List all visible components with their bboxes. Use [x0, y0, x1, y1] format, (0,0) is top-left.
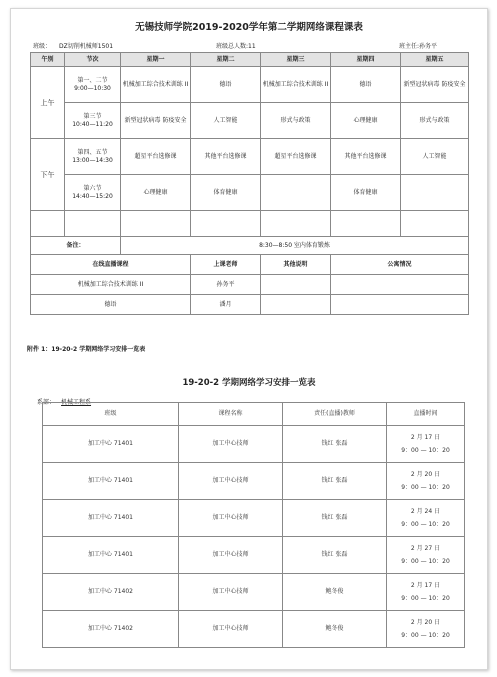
dorm-header: 公寓情况 — [331, 255, 469, 275]
header-cell: 直播时间 — [387, 403, 465, 426]
header-cell: 星期二 — [191, 53, 261, 67]
department-value: 机械工程系 — [61, 399, 92, 406]
afternoon-label: 下午 — [31, 139, 65, 211]
arrangement-header-row — [43, 403, 465, 426]
timetable-row — [31, 175, 469, 211]
course-cell: 体育健康 — [331, 175, 401, 211]
remark-label: 备注： — [31, 237, 121, 255]
teacher-cell: 钱红 张磊 — [283, 463, 387, 500]
head-teacher: 班主任:孙务平 — [399, 43, 438, 50]
live-course-header-row — [31, 255, 469, 275]
course-cell: 机械加工综合技术训练 II — [261, 67, 331, 103]
header-cell: 星期五 — [401, 53, 469, 67]
header-cell: 午别 — [31, 53, 65, 67]
course-cell: 加工中心技师 — [179, 500, 283, 537]
class-count: 班级总人数:11 — [216, 43, 256, 50]
course-cell: 人工智能 — [191, 103, 261, 139]
class-info — [33, 41, 113, 50]
morning-label: 上午 — [31, 67, 65, 139]
live-course-header: 在线直播课程 — [31, 255, 191, 275]
live-course-row — [31, 275, 469, 295]
time-cell: 2 月 17 日 9：00 — 10：20 — [387, 426, 465, 463]
time-cell: 2 月 17 日 9：00 — 10：20 — [387, 574, 465, 611]
arrangement-table — [42, 402, 465, 648]
class-cell: 加工中心 71402 — [43, 611, 179, 648]
course-cell: 其他平台选修课 — [191, 139, 261, 175]
header-cell: 班级 — [43, 403, 179, 426]
table-row — [43, 500, 465, 537]
course-cell — [261, 175, 331, 211]
empty-row — [31, 211, 469, 237]
teacher-header: 上课老师 — [191, 255, 261, 275]
header-cell: 节次 — [65, 53, 121, 67]
course-cell: 体育健康 — [191, 175, 261, 211]
timetable — [30, 52, 469, 315]
course-cell: 加工中心技师 — [179, 426, 283, 463]
timetable-row — [31, 103, 469, 139]
course-cell: 人工智能 — [401, 139, 469, 175]
course-cell: 加工中心技师 — [179, 463, 283, 500]
class-value: DZ切削机械师1501 — [59, 43, 114, 50]
header-cell: 责任(直播)教师 — [283, 403, 387, 426]
course-cell — [401, 175, 469, 211]
live-course-teacher: 潘月 — [191, 295, 261, 315]
remark-row — [31, 237, 469, 255]
table-row — [43, 426, 465, 463]
class-cell: 加工中心 71401 — [43, 537, 179, 574]
course-cell: 德语 — [331, 67, 401, 103]
time-cell: 2 月 27 日 9：00 — 10：20 — [387, 537, 465, 574]
teacher-cell: 鲍冬俊 — [283, 574, 387, 611]
period-cell: 第六节 14:40—15:20 — [65, 175, 121, 211]
notes-header: 其他说明 — [261, 255, 331, 275]
course-cell: 超星平台选修课 — [261, 139, 331, 175]
course-cell: 心理健康 — [121, 175, 191, 211]
live-course-row — [31, 295, 469, 315]
remark-value: 8:30—8:50 室内体育锻炼 — [121, 237, 469, 255]
header-cell: 星期四 — [331, 53, 401, 67]
course-cell: 形式与政策 — [401, 103, 469, 139]
live-course-name: 德语 — [31, 295, 191, 315]
live-course-name: 机械加工综合技术训练 II — [31, 275, 191, 295]
class-label: 班级： — [33, 43, 52, 50]
timetable-title: 无锡技师学院2019-2020学年第二学期网络课程课表 — [135, 22, 363, 33]
period-cell: 第三节 10:40—11:20 — [65, 103, 121, 139]
table-row — [43, 574, 465, 611]
course-cell: 加工中心技师 — [179, 611, 283, 648]
class-cell: 加工中心 71402 — [43, 574, 179, 611]
teacher-cell: 钱红 张磊 — [283, 500, 387, 537]
table-row — [43, 611, 465, 648]
course-cell: 加工中心技师 — [179, 574, 283, 611]
header-cell: 星期三 — [261, 53, 331, 67]
live-course-teacher: 孙务平 — [191, 275, 261, 295]
timetable-row — [31, 139, 469, 175]
course-cell: 德语 — [191, 67, 261, 103]
time-cell: 2 月 20 日 9：00 — 10：20 — [387, 463, 465, 500]
department-label: 系部： — [37, 399, 56, 406]
teacher-cell: 鲍冬俊 — [283, 611, 387, 648]
class-cell: 加工中心 71401 — [43, 500, 179, 537]
arrangement-title: 19-20-2 学期网络学习安排一览表 — [182, 378, 316, 388]
header-cell: 课程名称 — [179, 403, 283, 426]
timetable-header-row — [31, 53, 469, 67]
header-cell: 星期一 — [121, 53, 191, 67]
course-cell: 机械加工综合技术训练 II — [121, 67, 191, 103]
table-row — [43, 463, 465, 500]
time-cell: 2 月 20 日 9：00 — 10：20 — [387, 611, 465, 648]
time-cell: 2 月 24 日 9：00 — 10：20 — [387, 500, 465, 537]
course-cell: 新型冠状病毒 防疫安全 — [121, 103, 191, 139]
table-row — [43, 537, 465, 574]
course-cell: 其他平台选修课 — [331, 139, 401, 175]
course-cell: 超星平台选修课 — [121, 139, 191, 175]
period-cell: 第四、五节 13:00—14:30 — [65, 139, 121, 175]
timetable-row — [31, 67, 469, 103]
document-page — [10, 8, 488, 670]
period-cell: 第一、二节 9:00—10:30 — [65, 67, 121, 103]
attachment-note: 附件 1：19-20-2 学期网络学习安排一览表 — [27, 346, 146, 353]
teacher-cell: 钱红 张磊 — [283, 537, 387, 574]
teacher-cell: 钱红 张磊 — [283, 426, 387, 463]
course-cell: 加工中心技师 — [179, 537, 283, 574]
course-cell: 心理健康 — [331, 103, 401, 139]
class-cell: 加工中心 71401 — [43, 426, 179, 463]
course-cell: 形式与政策 — [261, 103, 331, 139]
class-cell: 加工中心 71401 — [43, 463, 179, 500]
course-cell: 新型冠状病毒 防疫安全 — [401, 67, 469, 103]
